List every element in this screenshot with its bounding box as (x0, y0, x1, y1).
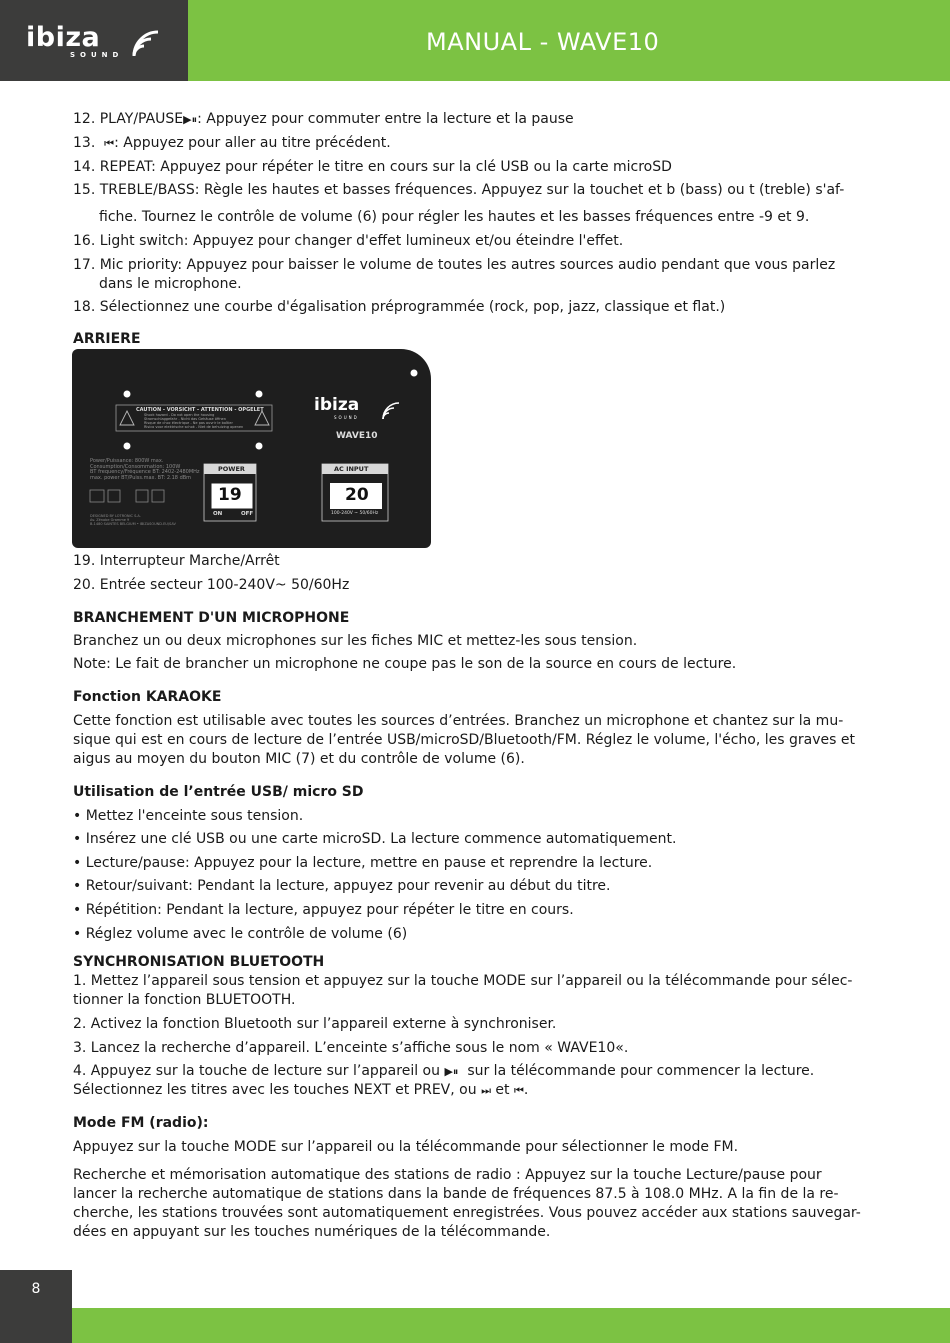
list-item-continuation: fiche. Tournez le contrôle de volume (6) pour régler les hautes et les basses fréquences entre -9 et 9. (99, 209, 810, 225)
paragraph: Branchez un ou deux microphones sur les fiches MIC et mettez-les sous tension. (73, 633, 638, 649)
paragraph: Note: Le fait de brancher un microphone ne coupe pas le son de la source en cours de lecture. (73, 656, 737, 672)
paragraph-line: Recherche et mémorisation automatique des stations de radio : Appuyez sur la touche Lecture/pause pour (73, 1167, 822, 1183)
section-heading-microphone: BRANCHEMENT D'UN MICROPHONE (73, 610, 350, 626)
play-pause-icon: ▶⏸ (183, 113, 198, 126)
list-item-continuation: dans le microphone. (99, 276, 242, 292)
bullet-item: • Insérez une clé USB ou une carte microSD. La lecture commence automatiquement. (73, 831, 677, 847)
manual-title: MANUAL - WAVE10 (426, 28, 660, 56)
section-heading-bluetooth: SYNCHRONISATION BLUETOOTH (73, 954, 325, 970)
list-item: 18. Sélectionnez une courbe d'égalisation préprogrammée (rock, pop, jazz, classique et flat.) (73, 299, 726, 315)
bullet-item: • Répétition: Pendant la lecture, appuyez pour répéter le titre en cours. (73, 902, 574, 918)
play-pause-icon: ▶⏸ (444, 1065, 459, 1078)
list-item: 17. Mic priority: Appuyez pour baisser le volume de toutes les autres sources audio pendant que vous parlez (73, 257, 836, 273)
ac-input-label: AC INPUT (334, 465, 369, 473)
on-label: ON (213, 511, 223, 517)
sound-waves-icon (128, 26, 164, 58)
section-heading-karaoke: Fonction KARAOKE (73, 689, 222, 705)
list-item: 13. ⏮: Appuyez pour aller au titre précédent. (73, 135, 391, 151)
panel-model: WAVE10 (336, 431, 378, 441)
page-number: 8 (31, 1281, 41, 1297)
logo-subtitle: SOUND (70, 51, 124, 59)
caution-title: CAUTION - VORSICHT - ATTENTION - OPGELET (136, 407, 264, 413)
panel-specs: Power/Puissance: 800W max. Consumption/Consommation: 100W BT frequency/Fréquence BT: 2402-2480MHz max. power BT/Puiss.max. BT: 2.18 dBm (90, 458, 200, 481)
logo-wordmark: ibiza (26, 22, 101, 53)
list-item: 19. Interrupteur Marche/Arrêt (73, 553, 280, 569)
list-item: 20. Entrée secteur 100-240V~ 50/60Hz (73, 577, 350, 593)
bullet-item: • Réglez volume avec le contrôle de volume (6) (73, 926, 408, 942)
list-item: 15. TREBLE/BASS: Règle les hautes et basses fréquences. Appuyez sur la touchet et b (bass) ou t (treble) s'af- (73, 182, 845, 198)
rear-panel-image (72, 349, 431, 548)
paragraph-line: aigus au moyen du bouton MIC (7) et du contrôle de volume (6). (73, 751, 525, 767)
next-icon: ⏭ (481, 1084, 491, 1097)
previous-icon: ⏮ (104, 137, 115, 150)
ac-rating: 100-240V ~ 50/60Hz (331, 511, 379, 516)
paragraph-line: cherche, les stations trouvées sont automatiquement enregistrées. Vous pouvez accéder aux stations sauvegar- (73, 1205, 861, 1221)
paragraph-line: 1. Mettez l’appareil sous tension et appuyez sur la touche MODE sur l’appareil ou la télécommande pour sélec- (73, 973, 853, 989)
footer-bar (72, 1308, 950, 1343)
section-heading-usb: Utilisation de l’entrée USB/ micro SD (73, 784, 364, 800)
paragraph-line: tionner la fonction BLUETOOTH. (73, 992, 296, 1008)
paragraph-line: Sélectionnez les titres avec les touches NEXT et PREV, ou ⏭ et ⏮. (73, 1082, 529, 1098)
paragraph-line: 3. Lancez la recherche d’appareil. L’enceinte s’affiche sous le nom « WAVE10«. (73, 1040, 629, 1056)
panel-logo: ibiza (314, 395, 360, 415)
section-heading-rear: ARRIERE (73, 331, 141, 347)
power-number: 19 (218, 485, 242, 505)
bullet-item: • Mettez l'enceinte sous tension. (73, 808, 304, 824)
caution-lines: Shock hazard - Do not open the housing Stromschlaggefahr - Nicht das Gehäuse öffnen Risque de choc électrique - Ne pas ouvrir le boîtier Risico voor elektrische schok - Niet de behuizing openen (144, 413, 244, 429)
bullet-item: • Retour/suivant: Pendant la lecture, appuyez pour revenir au début du titre. (73, 878, 611, 894)
paragraph-line: sique qui est en cours de lecture de l’entrée USB/microSD/Bluetooth/FM. Réglez le volume, l'écho, les graves et (73, 732, 855, 748)
list-item: 14. REPEAT: Appuyez pour répéter le titre en cours sur la clé USB ou la carte microSD (73, 159, 672, 175)
list-item: 16. Light switch: Appuyez pour changer d'effet lumineux et/ou éteindre l'effet. (73, 233, 624, 249)
paragraph-line: 2. Activez la fonction Bluetooth sur l’appareil externe à synchroniser. (73, 1016, 557, 1032)
panel-designer: DESIGNED BY LOTRONIC S.A. Av. Zénobe Gramme 9 B-1480 SAINTES BELGIUM • IBIZASOUND.EU/SAV (90, 514, 176, 526)
ac-number: 20 (345, 485, 369, 505)
brand-logo (0, 0, 188, 81)
bullet-item: • Lecture/pause: Appuyez pour la lecture, mettre en pause et reprendre la lecture. (73, 855, 653, 871)
paragraph: Appuyez sur la touche MODE sur l’appareil ou la télécommande pour sélectionner le mode FM. (73, 1139, 739, 1155)
paragraph-line: Cette fonction est utilisable avec toutes les sources d’entrées. Branchez un microphone et chantez sur la mu- (73, 713, 844, 729)
list-item: 12. PLAY/PAUSE▶⏸: Appuyez pour commuter entre la lecture et la pause (73, 111, 574, 127)
paragraph-line: 4. Appuyez sur la touche de lecture sur l’appareil ou ▶⏸ sur la télécommande pour commencer la lecture. (73, 1063, 815, 1079)
paragraph-line: dées en appuyant sur les touches numériques de la télécommande. (73, 1224, 551, 1240)
paragraph-line: lancer la recherche automatique de stations dans la bande de fréquences 87.5 à 108.0 MHz. A la fin de la re- (73, 1186, 839, 1202)
off-label: OFF (241, 511, 254, 517)
power-label: POWER (218, 465, 245, 473)
previous-icon: ⏮ (513, 1084, 524, 1097)
panel-logo-sub: SOUND (334, 415, 359, 420)
section-heading-fm: Mode FM (radio): (73, 1115, 209, 1131)
